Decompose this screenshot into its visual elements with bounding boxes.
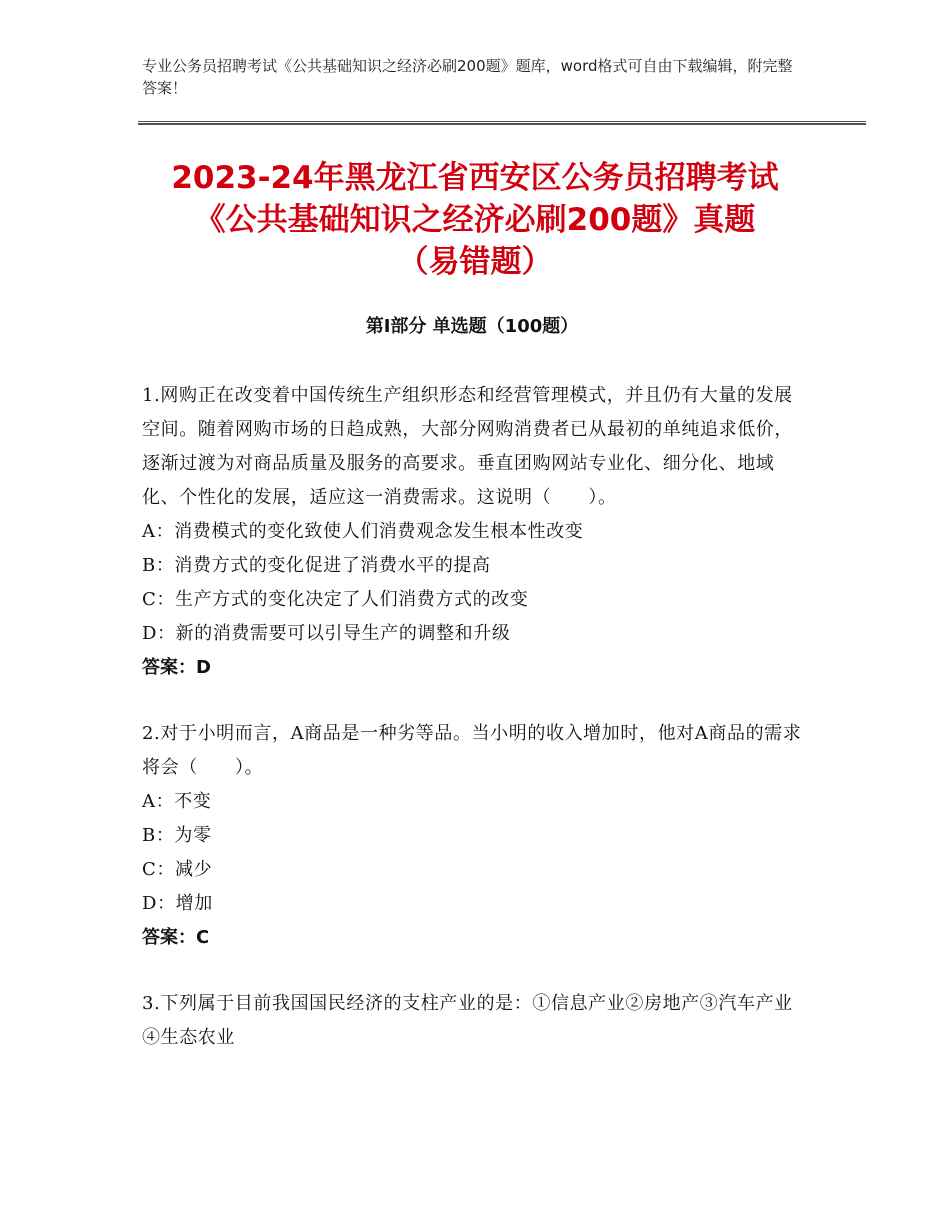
option-d: D：新的消费需要可以引导生产的调整和升级	[142, 623, 511, 644]
question-stem: 3.下列属于目前我国国民经济的支柱产业的是：①信息产业②房地产③汽车产业④生态农业	[142, 993, 793, 1048]
option-b: B：为零	[142, 825, 212, 846]
option-a: A：消费模式的变化致使人们消费观念发生根本性改变	[142, 521, 584, 542]
option-c: C：减少	[142, 859, 213, 880]
question-list	[142, 379, 807, 1087]
title-line-1: 2023-24年黑龙江省西安区公务员招聘考试	[171, 160, 779, 196]
document-title	[120, 157, 830, 283]
option-b: B：消费方式的变化促进了消费水平的提高	[142, 555, 491, 576]
header-note: 专业公务员招聘考试《公共基础知识之经济必刷200题》题库，word格式可自由下载编辑，附完整答案！	[142, 57, 793, 97]
question-stem: 1.网购正在改变着中国传统生产组织形态和经营管理模式，并且仍有大量的发展空间。随着网购市场的日趋成熟，大部分网购消费者已从最初的单纯追求低价，逐渐过渡为对商品质量及服务的高要求。垂直团购网站专业化、细分化、地域化、个性化的发展，适应这一消费需求。这说明（ ）。	[142, 385, 793, 508]
question-1	[142, 379, 807, 685]
option-a: A：不变	[142, 791, 212, 812]
title-line-2: 《公共基础知识之经济必刷200题》真题	[194, 202, 756, 238]
option-d: D：增加	[142, 893, 213, 914]
answer: 答案：C	[142, 927, 210, 948]
title-line-3: （易错题）	[397, 244, 553, 280]
question-stem: 2.对于小明而言，A商品是一种劣等品。当小明的收入增加时，他对A商品的需求将会（ ）。	[142, 723, 802, 778]
header-rule	[138, 121, 866, 125]
section-title: 第Ⅰ部分 单选题（100题）	[365, 316, 579, 337]
option-c: C：生产方式的变化决定了人们消费方式的改变	[142, 589, 529, 610]
answer: 答案：D	[142, 657, 211, 678]
question-3	[142, 987, 807, 1055]
question-2	[142, 717, 807, 955]
